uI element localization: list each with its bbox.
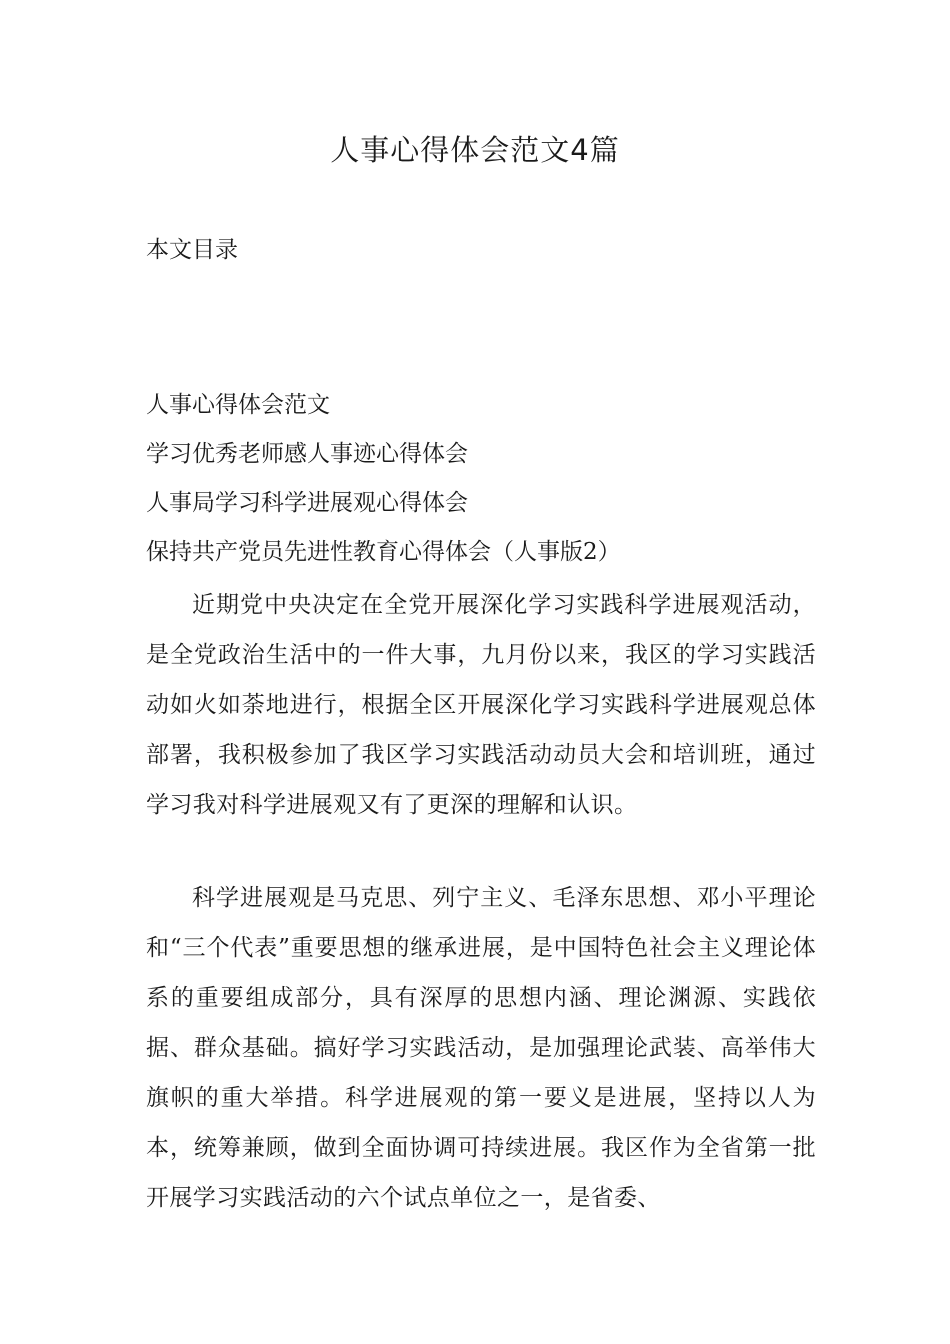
toc-item[interactable]: 人事局学习科学进展观心得体会 — [146, 490, 468, 516]
toc-heading: 本文目录 — [146, 237, 238, 263]
toc-item[interactable]: 保持共产党员先进性教育心得体会（人事版2） — [146, 539, 621, 565]
toc-item[interactable]: 人事心得体会范文 — [146, 392, 330, 418]
document-title: 人事心得体会范文4篇 — [330, 133, 620, 167]
body-paragraph: 科学进展观是马克思、列宁主义、毛泽东思想、邓小平理论和“三个代表”重要思想的继承进展，是中国特色社会主义理论体系的重要组成部分，具有深厚的思想内涵、理论渊源、实践依据、群众基础。搞好学习实践活动，是加强理论武装、高举伟大旗帜的重大举措。科学进展观的第一要义是进展，坚持以人为本，统筹兼顾，做到全面协调可持续进展。我区作为全省第一批开展学习实践活动的六个试点单位之一，是省委、 — [146, 885, 816, 1211]
toc-item[interactable]: 学习优秀老师感人事迹心得体会 — [146, 441, 468, 467]
toc-list — [146, 381, 621, 577]
body-paragraph: 近期党中央决定在全党开展深化学习实践科学进展观活动，是全党政治生活中的一件大事，九月份以来，我区的学习实践活动如火如荼地进行，根据全区开展深化学习实践科学进展观总体部署，我积极参加了我区学习实践活动动员大会和培训班，通过学习我对科学进展观又有了更深的理解和认识。 — [146, 592, 816, 818]
